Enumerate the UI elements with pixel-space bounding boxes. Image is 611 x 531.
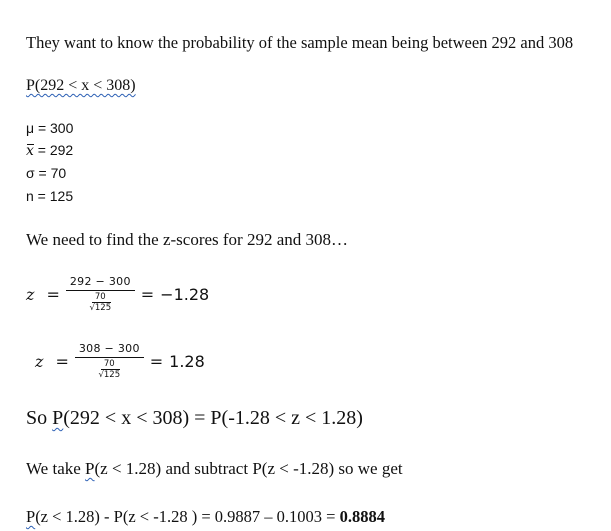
fraction-numerator: 292 − 300 [66,275,135,291]
z-result: 1.28 [169,351,205,371]
xbar-value [26,142,73,159]
equals-sign: = [140,284,155,304]
sqrt-radicand: 125 [94,302,112,313]
so-rest: (292 < x < 308) = P(-1.28 < z < 1.28) [63,407,363,429]
take-prefix: We take [26,459,86,478]
sqrt-n: √125 [98,369,121,380]
sigma-numerator: 70 [92,292,109,303]
take-p: P [85,459,95,478]
equals-sign: = [46,284,60,304]
equals-sign: = [149,351,164,371]
final-calculation [26,507,385,527]
sigma-numerator: 70 [101,359,118,370]
probability-expression [26,77,136,95]
xbar-value-text: = 292 [33,142,74,158]
intro-text: They want to know the probability of the sample mean being between 292 and 308 [26,33,574,52]
z-fraction [75,342,144,381]
z-equation-308 [35,337,205,385]
take-mid: (z < 1.28) and subtract P(z < -1.28) so we get [94,459,403,478]
mu-value: μ = 300 [26,120,74,136]
equals-sign: = [55,351,69,371]
sigma-value: σ = 70 [26,165,67,181]
final-expr: (z < 1.28) - P(z < -1.28 ) = 0.9887 – 0.1003 = [35,507,340,526]
fraction-numerator: 308 − 300 [75,342,144,358]
method-text [26,459,403,479]
so-prefix: So [26,407,53,429]
z-fraction [66,275,135,314]
fraction-denominator [89,291,111,314]
final-answer: 0.8884 [339,507,385,526]
sqrt-n: √125 [89,302,112,313]
z-symbol: z [35,351,44,371]
final-p: P [26,507,36,526]
xbar-symbol: x [26,143,34,159]
sqrt-radicand: 125 [103,369,121,380]
fraction-denominator [98,358,120,381]
probability-restatement [26,407,363,430]
zscore-intro-text: We need to find the z-scores for 292 and 308… [26,230,349,249]
so-p: P [52,407,64,429]
z-symbol: z [26,284,35,304]
z-equation-292 [26,270,209,318]
n-value: n = 125 [26,188,74,204]
prob-label: P(292 < x < 308) [26,77,136,94]
z-result: −1.28 [160,284,210,304]
